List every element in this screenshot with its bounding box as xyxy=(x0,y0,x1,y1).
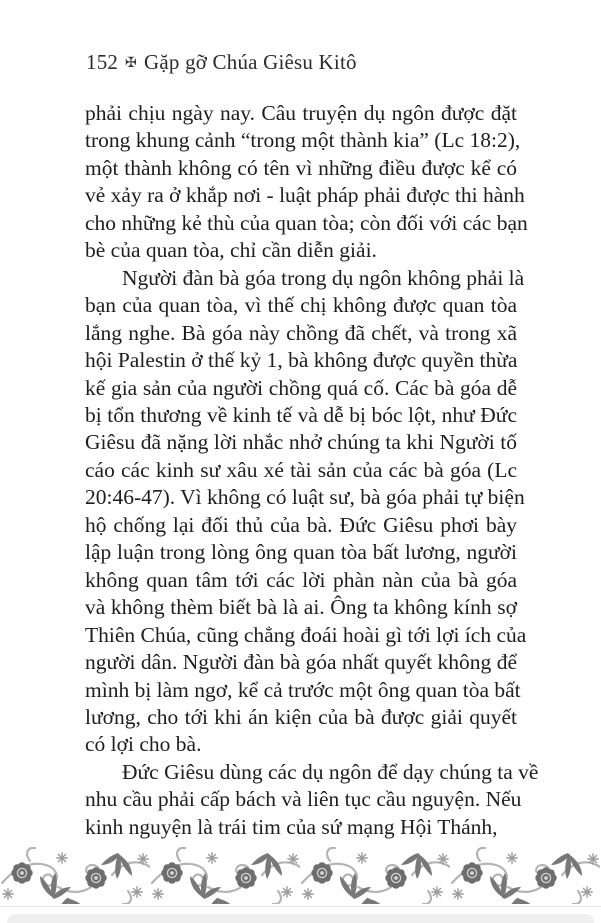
text-line: kinh nguyện là trái tim của sứ mạng Hội Thánh, xyxy=(85,814,498,839)
text-line: vẻ xảy ra ở khắp nơi - luật pháp phải được thi hành xyxy=(85,183,525,208)
text-line: mình bị làm ngơ, kể cả trước một ông quan tòa bất xyxy=(85,677,521,702)
text-line: cáo các kinh sư xâu xé tài sản của các bà góa (Lc xyxy=(85,457,517,482)
text-line: Đức Giêsu dùng các dụ ngôn để dạy chúng ta về xyxy=(122,759,539,784)
text-line: Thiên Chúa, cũng chẳng đoái hoài gì tới lợi ích của xyxy=(85,622,527,647)
text-line: người dân. Người đàn bà góa nhất quyết không để xyxy=(85,650,517,675)
text-line: lắng nghe. Bà góa này chồng đã chết, và trong xã xyxy=(85,320,517,345)
text-line: kế gia sản của người chồng quá cố. Các bà góa dễ xyxy=(85,375,517,400)
text-line: lập luận trong lòng ông quan tòa bất lương, người xyxy=(85,540,517,565)
text-line: không quan tâm tới các lời phàn nàn của bà góa xyxy=(85,567,517,592)
bottom-sheet-handle[interactable] xyxy=(7,914,594,923)
bottom-divider xyxy=(0,906,601,907)
text-line: Người đàn bà góa trong dụ ngôn không phải là xyxy=(122,265,525,290)
text-line: bạn của quan tòa, vì thế chị không được quan tòa xyxy=(85,293,517,318)
text-line: hộ chống lại đối thủ của bà. Đức Giêsu phơi bày xyxy=(85,512,517,537)
paragraph xyxy=(85,759,539,841)
body-text xyxy=(85,100,539,841)
maltese-cross-icon: ✠ xyxy=(125,55,138,71)
text-line: 20:46-47). Vì không có luật sư, bà góa phải tự biện xyxy=(85,485,525,510)
running-head xyxy=(86,50,357,75)
text-line: Giêsu đã nặng lời nhắc nhở chúng ta khi Người tố xyxy=(85,430,517,455)
text-line: bè của quan tòa, chỉ cần diễn giải. xyxy=(85,238,377,263)
text-line: trong khung cảnh “trong một thành kia” (Lc 18:2), xyxy=(85,128,521,153)
book-title: Gặp gỡ Chúa Giêsu Kitô xyxy=(144,50,357,74)
text-line: và không thèm biết bà là ai. Ông ta không kính sợ xyxy=(85,595,517,620)
text-line: có lợi cho bà. xyxy=(85,732,202,757)
page-number: 152 xyxy=(86,50,119,74)
text-line: cho những kẻ thù của quan tòa; còn đối với các bạn xyxy=(85,210,528,235)
paragraph xyxy=(85,265,527,759)
text-line: lương, cho tới khi án kiện của bà được giải quyết xyxy=(85,704,517,729)
text-line: một thành không có tên vì những điều được kể có xyxy=(85,155,517,180)
floral-border-decoration xyxy=(0,847,601,904)
text-line: nhu cầu phải cấp bách và liên tục cầu nguyện. Nếu xyxy=(85,787,522,812)
paragraph xyxy=(85,100,528,265)
text-line: phải chịu ngày nay. Câu truyện dụ ngôn được đặt xyxy=(85,101,517,125)
text-line: hội Palestin ở thế kỷ 1, bà không được quyền thừa xyxy=(85,348,518,373)
text-line: bị tổn thương về kinh tế và dễ bị bóc lột, như Đức xyxy=(85,402,517,427)
